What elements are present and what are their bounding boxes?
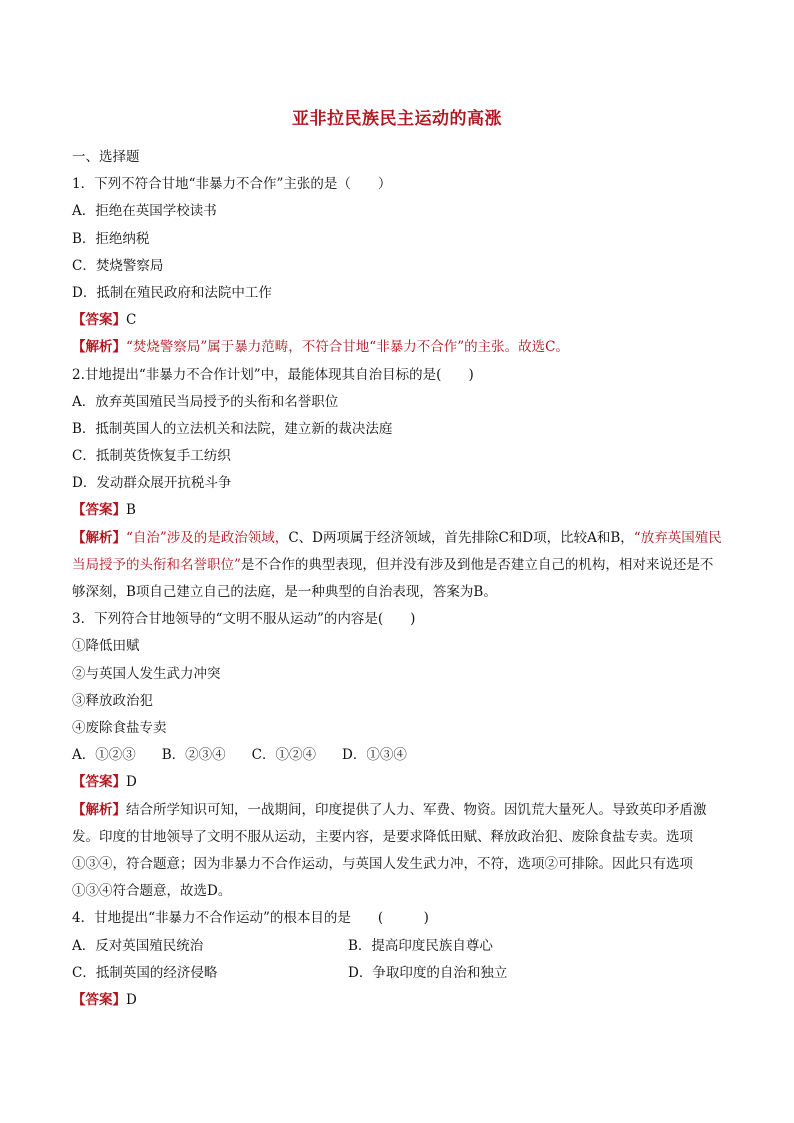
q2-option-a: A．放弃英国殖民当局授予的头衔和名誉职位 (72, 393, 339, 410)
q2-option-b: B．抵制英国人的立法机关和法院，建立新的裁决法庭 (72, 420, 393, 437)
q2-analysis-rest: C、D两项属于经济领域，首先排除C和D项，比较A和B， (288, 529, 634, 546)
q3-option-d: D．①③④ (342, 747, 407, 764)
q1-answer-value: C (126, 312, 137, 329)
q2-analysis-red2: “放弃英国殖民当局授予的头衔和名誉职位” (72, 529, 722, 573)
q1-stem: 1．下列不符合甘地“非暴力不合作”主张的是（ ） (72, 176, 392, 193)
q4-option-c: C．抵制英国的经济侵略 (72, 964, 218, 981)
q1-answer (72, 307, 722, 334)
answer-tag: 【答案】 (72, 502, 126, 519)
q3-item-1: ①降低田赋 (72, 638, 140, 655)
q3-stem: 3．下列符合甘地领导的“文明不服从运动”的内容是( ) (72, 611, 416, 628)
q3-answer-value: D (126, 774, 137, 791)
q4-option-a: A．反对英国殖民统治 (72, 937, 204, 954)
q1-option-b: B．拒绝纳税 (72, 230, 150, 247)
q3-options (72, 742, 722, 769)
section-heading: 一、选择题 (72, 149, 140, 165)
q4-options-row-2 (72, 960, 722, 987)
answer-tag: 【答案】 (72, 774, 126, 791)
q3-item-3: ③释放政治犯 (72, 692, 153, 709)
q3-option-c: C．①②④ (251, 747, 317, 764)
q2-answer (72, 497, 722, 524)
q2-answer-value: B (126, 502, 136, 519)
q1-option-a: A．拒绝在英国学校读书 (72, 203, 217, 220)
q4-answer (72, 987, 722, 1014)
q1-analysis (72, 334, 722, 361)
q4-options-row-1 (72, 933, 722, 960)
q1-analysis-text: “焚烧警察局”属于暴力范畴，不符合甘地“非暴力不合作”的主张。故选C。 (126, 339, 569, 356)
q2-stem: 2.甘地提出“非暴力不合作计划”中，最能体现其自治目标的是( ) (72, 366, 474, 383)
q4-answer-value: D (126, 991, 137, 1008)
analysis-tag: 【解析】 (72, 801, 126, 818)
q2-analysis-tail: 是不合作的典型表现，但并没有涉及到他是否建立自己的机构，相对来说还是不够深刻，B项自己建立自己的法庭，是一种典型的自治表现，答案为B。 (72, 556, 714, 601)
q3-option-b: B．②③④ (161, 747, 226, 764)
q2-option-d: D．发动群众展开抗税斗争 (72, 475, 232, 492)
q3-option-a: A．①②③ (72, 747, 136, 764)
q3-analysis (72, 797, 722, 906)
q2-analysis-red: “自治”涉及的是政治领域， (126, 529, 289, 546)
q3-item-2: ②与英国人发生武力冲突 (72, 665, 221, 682)
q4-option-b: B．提高印度民族自尊心 (348, 937, 493, 954)
q4-option-d: D．争取印度的自治和独立 (348, 964, 508, 981)
answer-tag: 【答案】 (72, 991, 126, 1008)
analysis-tag: 【解析】 (72, 339, 126, 356)
q3-analysis-text: 结合所学知识可知，一战期间，印度提供了人力、军费、物资。因饥荒大量死人。导致英印矛盾激发。印度的甘地领导了文明不服从运动，主要内容，是要求降低田赋、释放政治犯、废除食盐专卖。选项①③④，符合题意；因为非暴力不合作运动，与英国人发生武力冲，不符，选项②可排除。因此只有选项①③④符合题意，故选D。 (72, 801, 707, 900)
q2-analysis (72, 525, 722, 607)
q3-answer (72, 769, 722, 796)
analysis-tag: 【解析】 (72, 529, 126, 546)
answer-tag: 【答案】 (72, 312, 126, 329)
q1-option-c: C．焚烧警察局 (72, 257, 164, 274)
page-title: 亚非拉民族民主运动的高涨 (292, 109, 502, 129)
q1-option-d: D．抵制在殖民政府和法院中工作 (72, 284, 272, 301)
q2-option-c: C．抵制英货恢复手工纺织 (72, 448, 231, 465)
q4-stem: 4．甘地提出“非暴力不合作运动”的根本目的是 ( ) (72, 910, 429, 927)
q3-item-4: ④废除食盐专卖 (72, 719, 167, 736)
document-body (72, 144, 722, 1014)
